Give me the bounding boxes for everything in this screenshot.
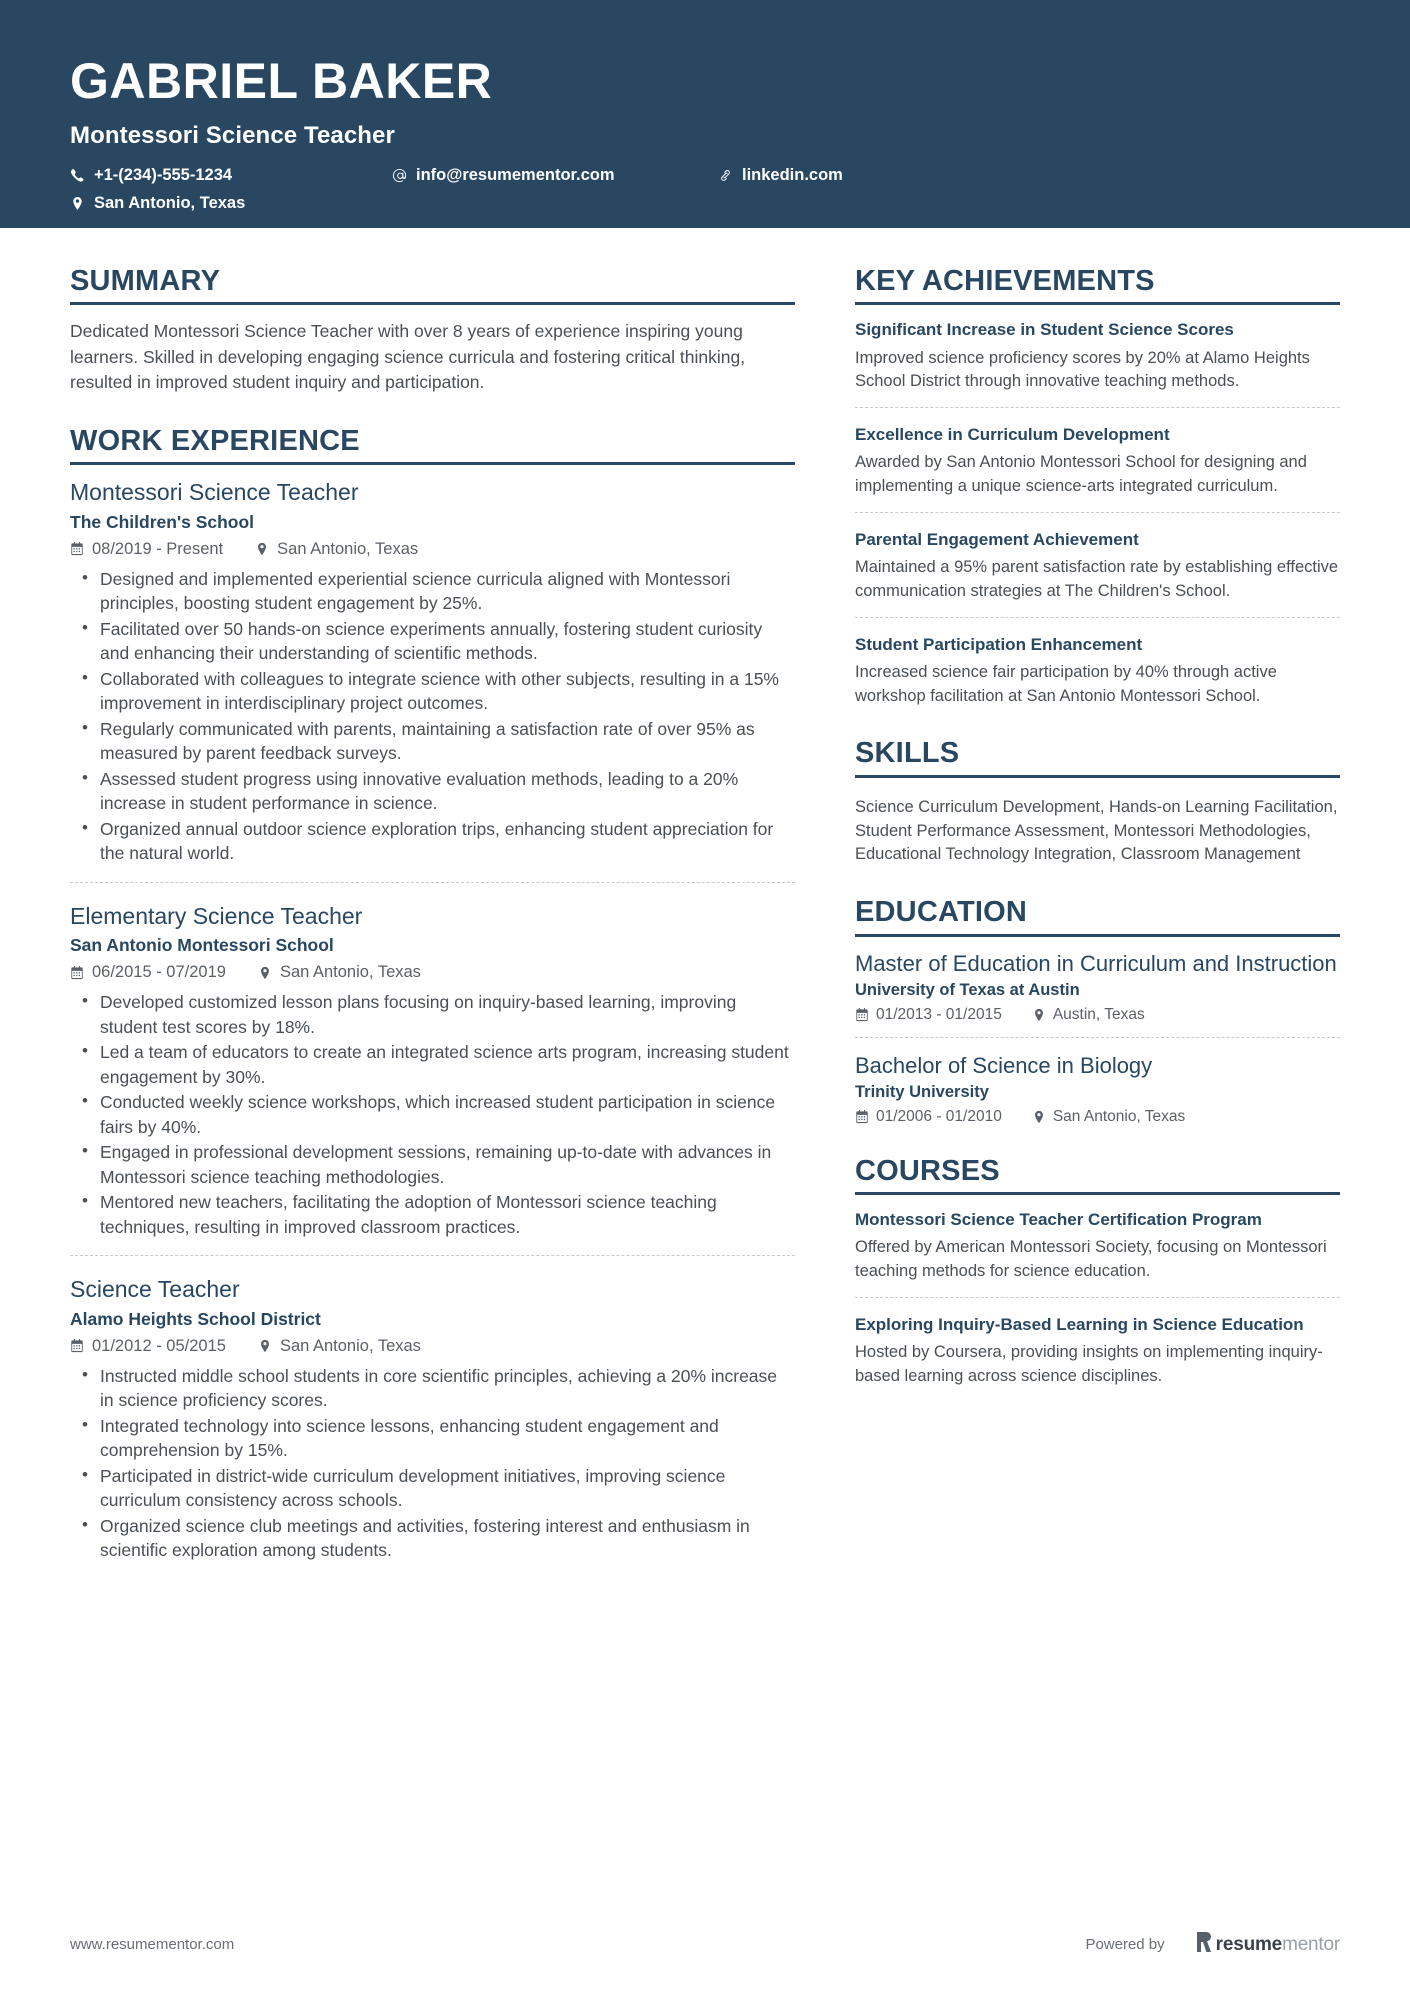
right-column — [855, 228, 1340, 1564]
job-bullet: • Assessed student progress using innovative evaluation methods, leading to a 20% increase in student performance in science. — [70, 767, 795, 816]
resumementor-logo — [1195, 1932, 1340, 1957]
course-description: Hosted by Coursera, providing insights on implementing inquiry-based learning across science disciplines. — [855, 1343, 1323, 1385]
achievement-item — [855, 319, 1340, 393]
powered-by-label: Powered by — [1085, 1936, 1165, 1953]
education-school: Trinity University — [855, 1082, 989, 1101]
job-bullet: • Engaged in professional development sessions, remaining up-to-date with advances in Montessori science teaching methodologies. — [70, 1140, 795, 1189]
link-icon — [718, 168, 733, 183]
phone-icon — [70, 168, 85, 183]
summary-heading: SUMMARY — [70, 266, 795, 305]
education-location: San Antonio, Texas — [1052, 1107, 1186, 1125]
map-pin-icon — [1032, 1110, 1046, 1124]
summary-section — [70, 266, 795, 396]
course-item — [855, 1209, 1340, 1283]
contact-email[interactable] — [392, 166, 615, 185]
job-company: The Children's School — [70, 511, 255, 532]
candidate-name: GABRIEL BAKER — [70, 53, 493, 109]
education-degree: Bachelor of Science in Biology — [855, 1052, 1153, 1078]
calendar-icon — [70, 966, 84, 980]
job-bullet: • Instructed middle school students in core scientific principles, achieving a 20% increase in science proficiency scores. — [70, 1364, 795, 1413]
education-item — [855, 1037, 1340, 1126]
map-pin-icon — [258, 1339, 272, 1353]
achievement-item — [855, 512, 1340, 603]
achievement-title: Student Participation Enhancement — [855, 635, 1143, 655]
skills-section — [855, 738, 1340, 867]
education-degree: Master of Education in Curriculum and Instruction — [855, 950, 1337, 976]
contact-phone-text: +1-(234)-555-1234 — [94, 166, 233, 184]
job-dates: 01/2012 - 05/2015 — [92, 1336, 226, 1355]
brand-text-light: mentor — [1282, 1933, 1340, 1955]
job-bullets — [70, 990, 795, 1239]
course-description: Offered by American Montessori Society, focusing on Montessori teaching methods for science education. — [855, 1238, 1327, 1280]
job-bullet: • Participated in district-wide curriculum development initiatives, improving science curriculum consistency across schools. — [70, 1464, 795, 1513]
job-location: San Antonio, Texas — [279, 1336, 421, 1355]
job-role: Montessori Science Teacher — [70, 479, 359, 505]
job-bullet: • Facilitated over 50 hands-on science experiments annually, fostering student curiosity and enhancing their understanding of scientific methods. — [70, 617, 795, 666]
education-section — [855, 897, 1340, 1125]
contact-location — [70, 194, 245, 213]
job-meta — [70, 1337, 795, 1356]
contact-email-text: info@resumementor.com — [416, 166, 615, 184]
key-achievements-section — [855, 266, 1340, 708]
job-bullet: • Led a team of educators to create an integrated science arts program, increasing student engagement by 30%. — [70, 1040, 795, 1089]
courses-heading: COURSES — [855, 1156, 1340, 1195]
job-role: Elementary Science Teacher — [70, 902, 363, 929]
contact-linkedin-text: linkedin.com — [742, 166, 843, 184]
map-pin-icon — [70, 196, 85, 211]
course-title: Montessori Science Teacher Certification Program — [855, 1210, 1262, 1230]
contact-location-text: San Antonio, Texas — [94, 194, 246, 212]
education-meta — [855, 1108, 1340, 1126]
achievement-title: Significant Increase in Student Science Scores — [855, 320, 1234, 340]
achievement-description: Improved science proficiency scores by 20% at Alamo Heights School District through innovative teaching methods. — [855, 348, 1310, 390]
contact-row — [70, 166, 1340, 212]
map-pin-icon — [258, 966, 272, 980]
job-company: San Antonio Montessori School — [70, 935, 334, 956]
contact-phone[interactable] — [70, 166, 232, 185]
job-meta — [70, 540, 795, 559]
skills-text: Science Curriculum Development, Hands-on Learning Facilitation, Student Performance Assessment, Montessori Methodologies, Educational Technology Integration, Classroom Management — [855, 797, 1338, 864]
work-experience-heading: WORK EXPERIENCE — [70, 426, 795, 465]
education-location: Austin, Texas — [1052, 1005, 1145, 1023]
achievement-item — [855, 617, 1340, 708]
achievement-description: Awarded by San Antonio Montessori School for designing and implementing a unique science-arts integrated curriculum. — [855, 453, 1307, 495]
achievement-item — [855, 407, 1340, 498]
key-achievements-heading: KEY ACHIEVEMENTS — [855, 266, 1340, 305]
resume-footer — [0, 1932, 1410, 1957]
job-dates: 08/2019 - Present — [92, 539, 224, 558]
map-pin-icon — [1032, 1008, 1046, 1022]
achievement-title: Excellence in Curriculum Development — [855, 425, 1170, 445]
course-item — [855, 1297, 1340, 1388]
resume-body — [0, 228, 1410, 1564]
job-role: Science Teacher — [70, 1276, 240, 1303]
skills-heading: SKILLS — [855, 738, 1340, 777]
calendar-icon — [70, 542, 84, 556]
at-icon — [392, 168, 407, 183]
brand-text — [1216, 1934, 1340, 1956]
calendar-icon — [855, 1110, 869, 1124]
brand-mark-icon — [1195, 1932, 1211, 1957]
job-location: San Antonio, Texas — [277, 539, 419, 558]
job-bullet: • Developed customized lesson plans focusing on inquiry-based learning, improving student test scores by 18%. — [70, 990, 795, 1039]
job-dates: 06/2015 - 07/2019 — [92, 963, 226, 982]
course-title: Exploring Inquiry-Based Learning in Science Education — [855, 1315, 1304, 1335]
left-column — [70, 228, 795, 1564]
brand-text-bold: resume — [1215, 1933, 1283, 1955]
resume-header — [0, 0, 1410, 228]
job-bullet: • Designed and implemented experiential science curricula aligned with Montessori principles, boosting student engagement by 25%. — [70, 567, 795, 616]
job-bullets — [70, 1364, 795, 1563]
calendar-icon — [70, 1339, 84, 1353]
job-bullet: • Mentored new teachers, facilitating the adoption of Montessori science teaching techniques, resulting in improved classroom practices. — [70, 1190, 795, 1239]
job-meta — [70, 963, 795, 982]
job-location: San Antonio, Texas — [279, 963, 421, 982]
achievement-title: Parental Engagement Achievement — [855, 530, 1139, 550]
education-meta — [855, 1006, 1340, 1024]
job-company: Alamo Heights School District — [70, 1308, 321, 1329]
job-bullets — [70, 567, 795, 866]
work-experience-section — [70, 426, 795, 1563]
achievement-description: Increased science fair participation by 40% through active workshop facilitation at San Antonio Montessori School. — [855, 663, 1277, 705]
experience-item — [70, 1255, 795, 1563]
footer-url[interactable]: www.resumementor.com — [70, 1936, 235, 1953]
job-bullet: • Organized annual outdoor science exploration trips, enhancing student appreciation for the natural world. — [70, 817, 795, 866]
experience-item — [70, 882, 795, 1240]
job-bullet: • Organized science club meetings and activities, fostering interest and enthusiasm in scientific exploration among students. — [70, 1514, 795, 1563]
courses-section — [855, 1156, 1340, 1388]
education-dates: 01/2013 - 01/2015 — [876, 1005, 1002, 1023]
job-bullet: • Regularly communicated with parents, maintaining a satisfaction rate of over 95% as measured by parent feedback surveys. — [70, 717, 795, 766]
calendar-icon — [855, 1008, 869, 1022]
summary-text: Dedicated Montessori Science Teacher with over 8 years of experience inspiring young learners. Skilled in developing engaging science curricula and fostering critical thinking, resulted in improved student inquiry and participation. — [70, 321, 746, 393]
candidate-job-title: Montessori Science Teacher — [70, 122, 395, 149]
education-item — [855, 951, 1340, 1024]
experience-item — [70, 479, 795, 866]
contact-linkedin[interactable] — [718, 166, 843, 185]
map-pin-icon — [255, 542, 269, 556]
achievement-description: Maintained a 95% parent satisfaction rate by establishing effective communication strategies at The Children's School. — [855, 558, 1339, 600]
education-school: University of Texas at Austin — [855, 980, 1080, 999]
education-dates: 01/2006 - 01/2010 — [876, 1107, 1002, 1125]
job-bullet: • Integrated technology into science lessons, enhancing student engagement and comprehension by 15%. — [70, 1414, 795, 1463]
job-bullet: • Collaborated with colleagues to integrate science with other subjects, resulting in a 15% improvement in interdisciplinary project outcomes. — [70, 667, 795, 716]
education-heading: EDUCATION — [855, 897, 1340, 936]
job-bullet: • Conducted weekly science workshops, which increased student participation in science fairs by 40%. — [70, 1090, 795, 1139]
footer-branding — [1085, 1932, 1340, 1957]
